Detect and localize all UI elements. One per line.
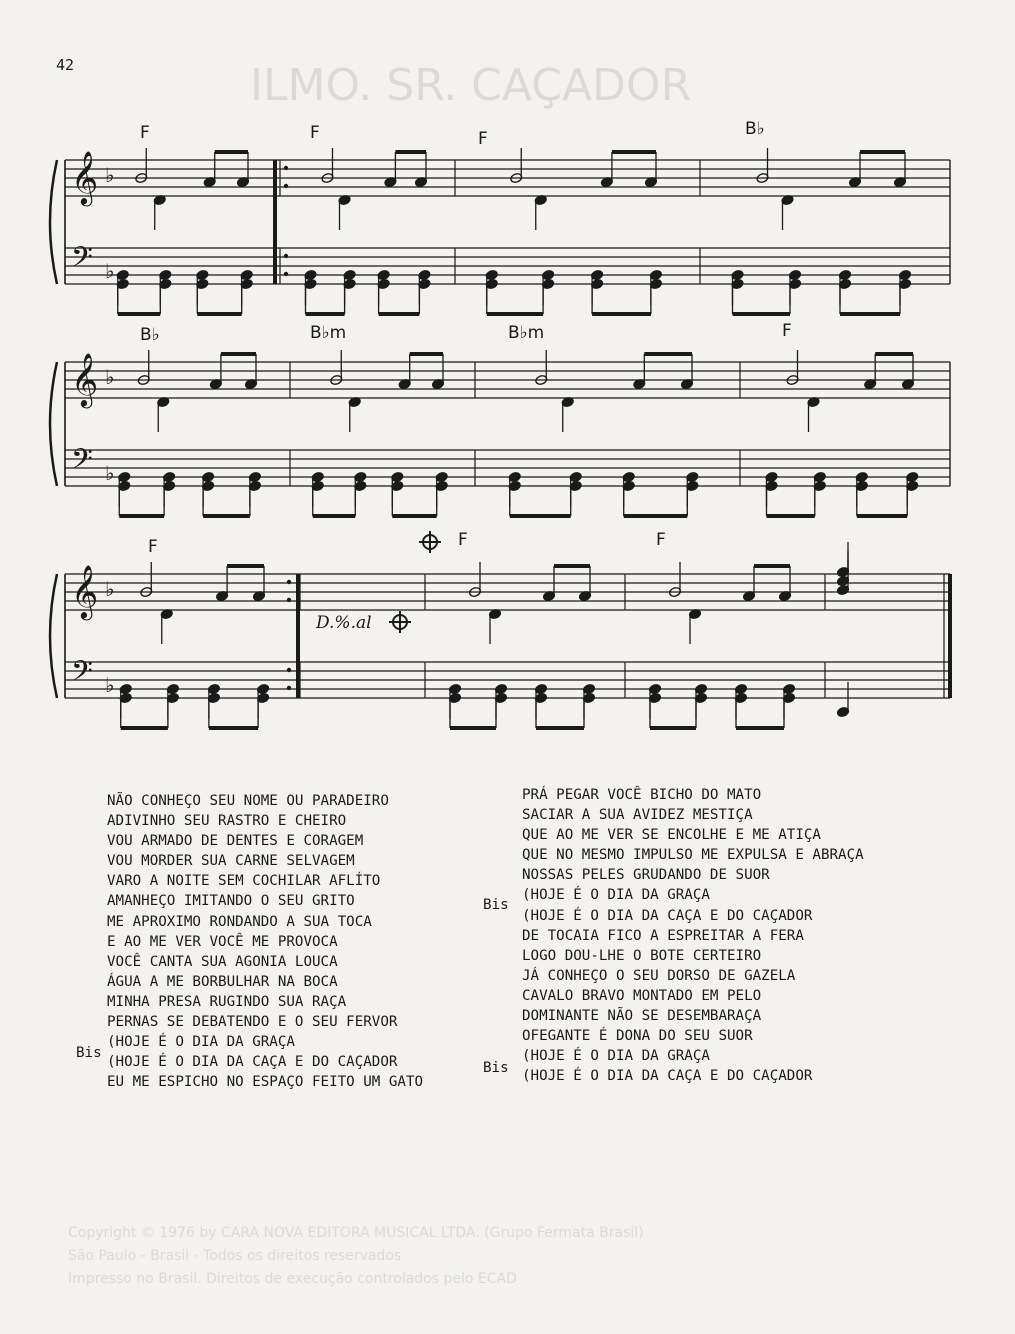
lyric-line: LOGO DOU-LHE O BOTE CERTEIRO [522, 947, 762, 964]
chord-symbol: F [782, 321, 792, 341]
lyric-line: PERNAS SE DEBATENDO E O SEU FERVOR [107, 1014, 398, 1031]
dal-segno-al-coda-instruction: D.%.al [316, 613, 372, 633]
chord-symbol: B♭ [745, 119, 765, 139]
svg-text:𝄞: 𝄞 [71, 564, 99, 618]
lyric-line: JÁ CONHEÇO O SEU DORSO DE GAZELA [522, 967, 796, 984]
chord-symbol: B♭m [508, 323, 545, 343]
lyric-line: ADIVINHO SEU RASTRO E CHEIRO [107, 813, 347, 830]
lyric-line: (HOJE É O DIA DA CAÇA E DO CAÇADOR [522, 1068, 813, 1085]
lyric-line: (HOJE É O DIA DA GRAÇA [522, 887, 710, 904]
chord-symbol: B♭m [310, 323, 347, 343]
lyric-line: (HOJE É O DIA DA GRAÇA [522, 1048, 710, 1065]
show-through-footer-3: Impresso no Brasil. Direitos de execução controlados pelo ECAD [68, 1271, 517, 1287]
lyric-line: DE TOCAIA FICO A ESPREITAR A FERA [522, 927, 804, 944]
lyric-line: (HOJE É O DIA DA GRAÇA [107, 1034, 295, 1051]
chord-symbol: F [310, 123, 320, 143]
lyrics-right-column [522, 785, 864, 1086]
bis-marker: Bis [483, 1060, 509, 1076]
lyric-line: ÁGUA A ME BORBULHAR NA BOCA [107, 973, 338, 990]
lyric-line: SACIAR A SUA AVIDEZ MESTIÇA [522, 807, 753, 824]
lyric-line: NÃO CONHEÇO SEU NOME OU PARADEIRO [107, 793, 389, 809]
lyric-line: AMANHEÇO IMITANDO O SEU GRITO [107, 893, 355, 910]
lyric-line: (HOJE É O DIA DA CAÇA E DO CAÇADOR [107, 1054, 398, 1071]
bis-marker: Bis [76, 1045, 102, 1061]
svg-text:♭: ♭ [105, 461, 115, 485]
svg-text:𝄞: 𝄞 [71, 352, 99, 406]
svg-text:♭: ♭ [105, 673, 115, 697]
chord-symbol: F [458, 530, 468, 550]
lyric-line: QUE AO ME VER SE ENCOLHE E ME ATIÇA [522, 827, 821, 844]
chord-symbol: B♭ [140, 325, 160, 345]
lyric-line: VOCÊ CANTA SUA AGONIA LOUCA [107, 953, 338, 970]
svg-text:𝄞: 𝄞 [71, 150, 99, 204]
chord-symbol: F [148, 537, 158, 557]
lyric-line: ME APROXIMO RONDANDO A SUA TOCA [107, 913, 372, 930]
svg-text:♭: ♭ [105, 259, 115, 283]
lyric-line: VOU MORDER SUA CARNE SELVAGEM [107, 853, 355, 870]
lyric-line: (HOJE É O DIA DA CAÇA E DO CAÇADOR [522, 907, 813, 924]
coda-icon [419, 531, 441, 553]
svg-text:♭: ♭ [105, 163, 115, 187]
coda-icon [389, 611, 411, 633]
lyric-line: MINHA PRESA RUGINDO SUA RAÇA [107, 993, 347, 1010]
svg-text:♭: ♭ [105, 365, 115, 389]
lyric-line: E AO ME VER VOCÊ ME PROVOCA [107, 933, 338, 950]
svg-text:𝄢: 𝄢 [71, 443, 93, 483]
lyrics-left-column [107, 791, 423, 1092]
show-through-title: ILMO. SR. CAÇADOR [250, 60, 692, 111]
lyric-line: OFEGANTE É DONA DO SEU SUOR [522, 1028, 753, 1045]
lyric-line: DOMINANTE NÃO SE DESEMBARAÇA [522, 1008, 762, 1025]
lyric-line: CAVALO BRAVO MONTADO EM PELO [522, 987, 762, 1004]
svg-text:𝄢: 𝄢 [71, 655, 93, 695]
svg-text:𝄢: 𝄢 [71, 241, 93, 281]
svg-text:♭: ♭ [105, 577, 115, 601]
chord-symbol: F [656, 530, 666, 550]
lyric-line: QUE NO MESMO IMPULSO ME EXPULSA E ABRAÇA [522, 847, 864, 864]
lyric-line: EU ME ESPICHO NO ESPAÇO FEITO UM GATO [107, 1074, 424, 1091]
lyric-line: VARO A NOITE SEM COCHILAR AFLÍTO [107, 873, 381, 890]
lyric-line: PRÁ PEGAR VOCÊ BICHO DO MATO [522, 787, 762, 803]
show-through-footer-1: Copyright © 1976 by CARA NOVA EDITORA MUSICAL LTDA. (Grupo Fermata Brasil) [68, 1225, 644, 1241]
lyric-line: NOSSAS PELES GRUDANDO DE SUOR [522, 867, 770, 884]
chord-symbol: F [140, 123, 150, 143]
lyric-line: VOU ARMADO DE DENTES E CORAGEM [107, 833, 364, 850]
page-number: 42 [56, 56, 75, 74]
show-through-footer-2: São Paulo - Brasil - Todos os direitos reservados [68, 1248, 402, 1264]
bis-marker: Bis [483, 897, 509, 913]
chord-symbol: F [478, 129, 488, 149]
